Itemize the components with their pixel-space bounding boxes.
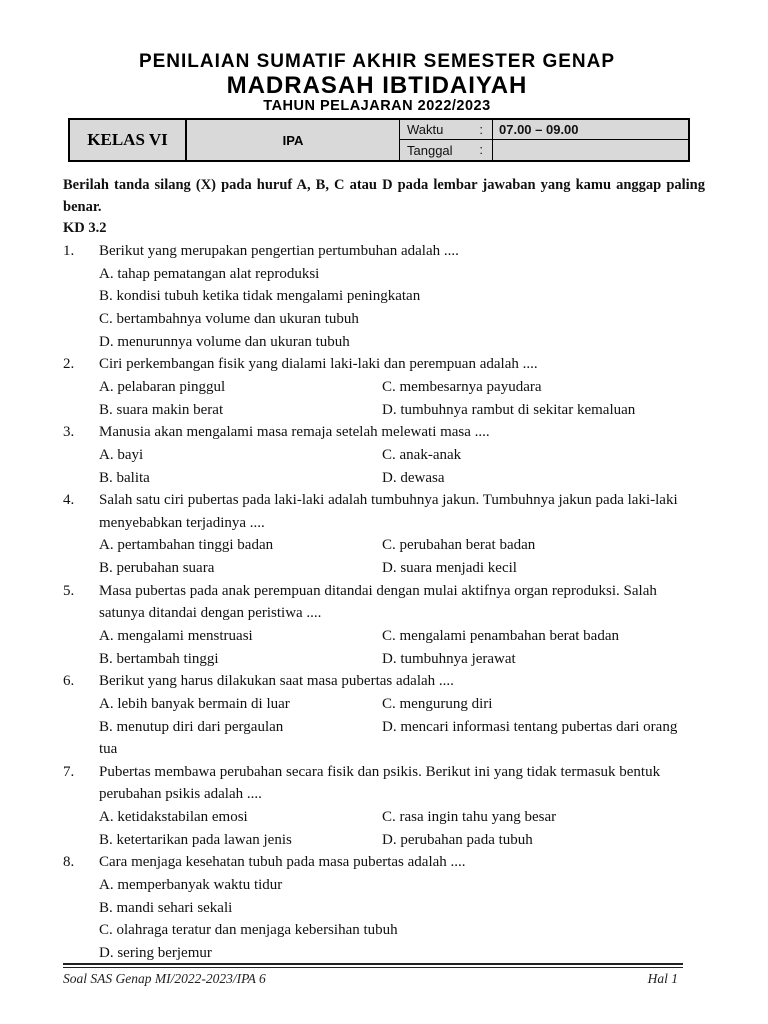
class-label: KELAS VI: [87, 130, 168, 149]
option-d: D. tumbuhnya jerawat: [382, 650, 516, 667]
exam-title: PENILAIAN SUMATIF AKHIR SEMESTER GENAP: [138, 51, 616, 72]
date-label-cell: [400, 140, 493, 160]
date-value-cell: [493, 140, 688, 160]
exam-body: [63, 175, 705, 965]
question-stem: [63, 761, 705, 806]
school-name: MADRASAH IBTIDAIYAH: [226, 72, 528, 99]
option-row: [99, 942, 689, 965]
question-stem: [63, 240, 705, 263]
option-row: [99, 444, 689, 467]
option-b: B. menutup diri dari pergaulan: [99, 718, 284, 735]
question-number: 2.: [63, 356, 75, 373]
option-row: [99, 376, 689, 399]
option-b: B. mandi sehari sekali: [99, 899, 233, 916]
option-a: A. pertambahan tinggi badan: [99, 537, 274, 554]
option-c: C. anak-anak: [382, 446, 462, 463]
question-stem: [63, 580, 705, 625]
instructions: Berilah tanda silang (X) pada huruf A, B, C atau D pada lembar jawaban yang kamu anggap paling benar.: [63, 177, 705, 215]
option-b: B. kondisi tubuh ketika tidak mengalami peningkatan: [99, 288, 421, 305]
question-text: Berikut yang merupakan pengertian pertumbuhan adalah ....: [99, 243, 459, 260]
question-number: 7.: [63, 763, 75, 780]
question-number: 1.: [63, 243, 75, 260]
option-row: [99, 806, 689, 829]
time-label: Waktu: [407, 122, 444, 137]
question-text: Cara menjaga kesehatan tubuh pada masa pubertas adalah ....: [99, 854, 466, 871]
option-row: [99, 874, 689, 897]
option-row: [99, 919, 689, 942]
option-row: [99, 625, 689, 648]
time-value: 07.00 – 09.00: [499, 122, 579, 137]
option-c: C. mengalami penambahan berat badan: [382, 628, 619, 644]
option-row: [99, 399, 689, 422]
question-text: Masa pubertas pada anak perempuan ditandai dengan mulai aktifnya organ reproduksi. Salah satunya ditandai dengan peristiwa ....: [99, 582, 657, 622]
option-a: A. pelabaran pinggul: [99, 378, 226, 395]
option-c: C. perubahan berat badan: [382, 537, 536, 554]
document-code: Soal SAS Genap MI/2022-2023/IPA 6: [63, 971, 266, 986]
option-d: D. perubahan pada tubuh: [382, 831, 533, 848]
option-row: [99, 331, 689, 354]
option-row: [99, 648, 689, 671]
question-number: 6.: [63, 673, 75, 690]
question-2: [63, 353, 705, 421]
option-row: [99, 308, 689, 331]
question-number: 4.: [63, 492, 75, 509]
option-row: [99, 716, 689, 761]
question-5: [63, 580, 705, 671]
question-stem: [63, 489, 705, 534]
question-6: [63, 670, 705, 761]
option-c: C. membesarnya payudara: [382, 378, 542, 395]
option-d: D. dewasa: [382, 469, 445, 486]
question-4: [63, 489, 705, 580]
question-8: [63, 851, 705, 964]
question-stem: [63, 670, 705, 693]
option-row: [99, 829, 689, 852]
competency-code: KD 3.2: [63, 220, 107, 237]
option-d: D. mencari informasi tentang pubertas dari orang tua: [99, 718, 678, 758]
option-a: A. mengalami menstruasi: [99, 628, 253, 644]
option-c: C. bertambahnya volume dan ukuran tubuh: [99, 311, 359, 328]
option-a: A. lebih banyak bermain di luar: [99, 695, 290, 712]
question-1: [63, 240, 705, 353]
option-d: D. sering berjemur: [99, 944, 212, 961]
question-stem: [63, 353, 705, 376]
page-number: Hal 1: [647, 971, 678, 986]
option-d: D. tumbuhnya rambut di sekitar kemaluan: [382, 401, 636, 418]
question-stem: [63, 851, 705, 874]
option-b: B. suara makin berat: [99, 401, 224, 418]
question-stem: [63, 421, 705, 444]
option-row: [99, 467, 689, 490]
question-number: 8.: [63, 854, 75, 871]
option-b: B. balita: [99, 469, 150, 486]
date-separator: :: [479, 142, 483, 157]
option-c: C. olahraga teratur dan menjaga kebersihan tubuh: [99, 922, 398, 939]
question-text: Salah satu ciri pubertas pada laki-laki adalah tumbuhnya jakun. Tumbuhnya jakun pada laki-laki menyebabkan terjadinya ....: [99, 492, 678, 531]
option-d: D. menurunnya volume dan ukuran tubuh: [99, 333, 350, 350]
option-a: A. tahap pematangan alat reproduksi: [99, 265, 320, 282]
time-value-cell: [493, 120, 688, 140]
question-number: 3.: [63, 424, 75, 441]
option-a: A. ketidakstabilan emosi: [99, 809, 248, 826]
option-row: [99, 285, 689, 308]
question-3: [63, 421, 705, 489]
question-number: 5.: [63, 582, 75, 599]
question-text: Manusia akan mengalami masa remaja setelah melewati masa ....: [99, 424, 490, 441]
academic-year: TAHUN PELAJARAN 2022/2023: [263, 98, 491, 114]
option-row: [99, 557, 689, 580]
time-label-cell: [400, 120, 493, 140]
option-row: [99, 534, 689, 557]
date-label: Tanggal: [407, 142, 453, 158]
question-7: [63, 761, 705, 852]
option-row: [99, 897, 689, 920]
exam-info-table: [68, 118, 690, 162]
question-text: Ciri perkembangan fisik yang dialami laki-laki dan perempuan adalah ....: [99, 356, 538, 373]
option-a: A. bayi: [99, 446, 144, 463]
class-cell: [70, 120, 187, 160]
option-b: B. bertambah tinggi: [99, 650, 219, 667]
question-text: Pubertas membawa perubahan secara fisik dan psikis. Berikut ini yang tidak termasuk bentuk perubahan psikis adalah ....: [99, 763, 661, 803]
footer-divider: [63, 963, 683, 968]
option-row: [99, 263, 689, 286]
option-d: D. suara menjadi kecil: [382, 560, 517, 577]
question-text: Berikut yang harus dilakukan saat masa pubertas adalah ....: [99, 673, 454, 690]
option-c: C. mengurung diri: [382, 695, 493, 712]
option-b: B. ketertarikan pada lawan jenis: [99, 831, 292, 848]
option-row: [99, 693, 689, 716]
option-b: B. perubahan suara: [99, 560, 215, 577]
option-a: A. memperbanyak waktu tidur: [99, 877, 283, 894]
time-separator: :: [479, 122, 483, 137]
option-c: C. rasa ingin tahu yang besar: [382, 809, 557, 826]
subject-label: IPA: [282, 132, 304, 148]
subject-cell: [187, 120, 400, 160]
